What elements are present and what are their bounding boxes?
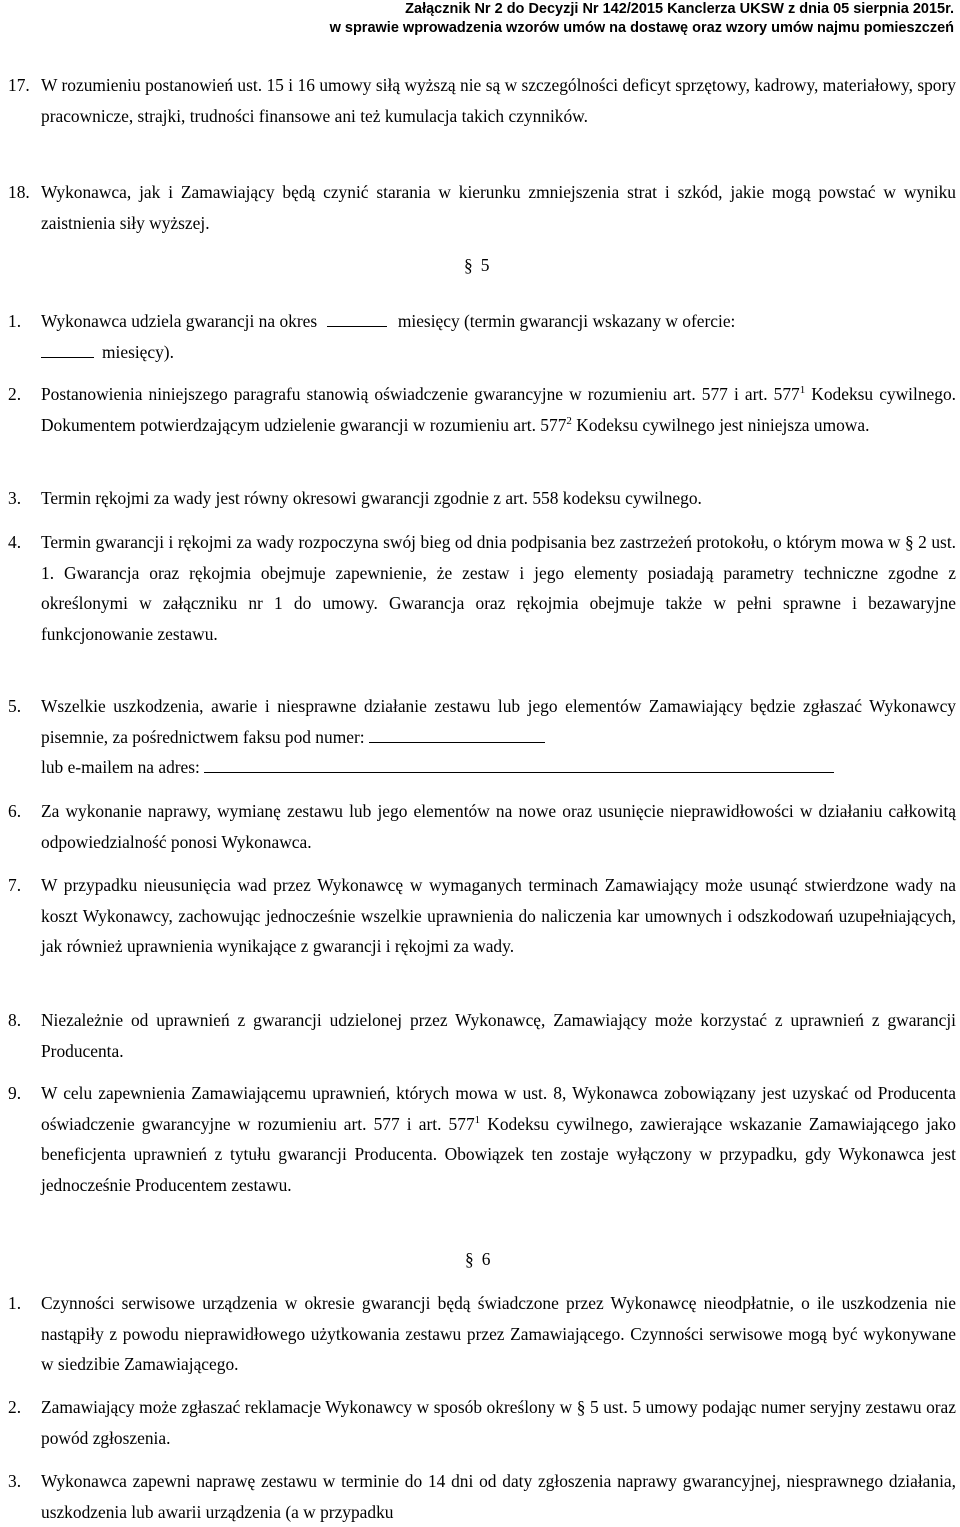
paragraph-number: 3.	[8, 488, 22, 508]
superscript: 1	[474, 1113, 481, 1126]
s5-paragraph-8	[0, 1005, 960, 1066]
paragraph-number: 17.	[8, 75, 30, 95]
paragraph-18	[0, 177, 960, 238]
warranty-text-a: Wykonawca udziela gwarancji na okres	[41, 311, 318, 331]
fax-number-blank	[369, 728, 545, 743]
warranty-text-c: miesięcy).	[102, 341, 174, 362]
text-part-b: Kodeksu cywilnego, zawierające wskazanie Zamawiającego jako beneficjenta uprawnień z tytułu gwarancji Producenta. Obowiązek ten zostaje wyłączony w przypadku, gdy Wykonawca jest jednocześnie Producentem zestawu.	[41, 1113, 957, 1195]
text-part-b: Kodeksu cywilnego. Dokumentem potwierdzającym udzielenie gwarancji w rozumieniu art. 577	[41, 384, 957, 435]
s6-paragraph-1	[0, 1288, 960, 1380]
offer-months-blank	[41, 343, 94, 358]
text-part-b: 5 ust. 5 umowy podając numer seryjny zestawu oraz powód zgłoszenia.	[41, 1397, 956, 1448]
paragraph-text	[41, 379, 956, 440]
section-symbol: §	[464, 255, 473, 275]
s5-paragraph-6	[0, 796, 960, 857]
section-symbol: §	[465, 1249, 474, 1269]
text-part-a: Termin gwarancji i rękojmi za wady rozpoczyna swój bieg od dnia podpisania bez zastrzeżeń protokołu, o którym mowa w	[41, 532, 901, 552]
text-part-a: Zamawiający może zgłaszać reklamacje Wykonawcy w sposób określony w	[41, 1397, 573, 1417]
s6-paragraph-3	[0, 1466, 960, 1527]
page-header	[330, 0, 954, 38]
warranty-text-b: miesięcy (termin gwarancji wskazany w ofercie:	[397, 311, 736, 331]
section-number: 6	[481, 1249, 491, 1269]
paragraph-number: 2.	[8, 1397, 22, 1417]
paragraph-text	[41, 1078, 956, 1200]
text-part-b: lub e-mailem na adres:	[41, 757, 200, 777]
paragraph-number: 2.	[8, 384, 22, 404]
text-part-a: Postanowienia niniejszego paragrafu stanowią oświadczenie gwarancyjne w rozumieniu art. 577 i art. 577	[41, 384, 800, 404]
paragraph-number: 1.	[8, 311, 22, 331]
paragraph-number: 7.	[8, 875, 22, 895]
paragraph-number: 18.	[8, 182, 30, 202]
s5-paragraph-1	[0, 306, 960, 367]
paragraph-text	[41, 306, 956, 367]
paragraph-number: 4.	[8, 532, 22, 552]
paragraph-number: 5.	[8, 696, 22, 716]
paragraph-text: Wykonawca zapewni naprawę zestawu w terminie do 14 dni od daty zgłoszenia naprawy gwarancyjnej, niesprawnego działania, uszkodzenia lub awarii urządzenia (a w przypadku	[41, 1471, 956, 1522]
s5-paragraph-9	[0, 1078, 960, 1200]
paragraph-text: W przypadku nieusunięcia wad przez Wykonawcę w wymaganych terminach Zamawiający może usunąć stwierdzone wady na koszt Wykonawcy, zachowując jednocześnie wszelkie uprawnienia do naliczenia kar umownych i odszkodowań uzupełniających, jak również uprawnienia wynikające z gwarancji i rękojmi za wady.	[41, 875, 956, 956]
section-symbol: §	[904, 532, 914, 552]
text-part-a: W celu zapewnienia Zamawiającemu uprawnień, których mowa w ust. 8, Wykonawca zobowiązany jest uzyskać od Producenta oświadczenie gwarancyjne w rozumieniu art. 577 i art. 577	[41, 1083, 956, 1134]
superscript: 2	[566, 414, 572, 427]
paragraph-text: Czynności serwisowe urządzenia w okresie gwarancji będą świadczone przez Wykonawcę nieodpłatnie, o ile uszkodzenia nie nastąpiły z powodu nieprawidłowego użytkowania zestawu przez Zamawiającego. Czynności serwisowe mogą być wykonywane w siedzibie Zamawiającego.	[41, 1293, 956, 1374]
section-heading-5	[464, 253, 489, 277]
paragraph-text: Wykonawca, jak i Zamawiający będą czynić starania w kierunku zmniejszenia strat i szkód, jakie mogą powstać w wyniku zaistnienia siły wyższej.	[41, 182, 956, 233]
paragraph-text: Za wykonanie naprawy, wymianę zestawu lub jego elementów na nowe oraz usunięcie nieprawidłowości w działaniu całkowitą odpowiedzialność ponosi Wykonawca.	[41, 801, 956, 852]
paragraph-number: 1.	[8, 1293, 22, 1313]
text-part-b: 2 ust. 1. Gwarancja oraz rękojmia obejmuje zapewnienie, że zestaw i jego elementy posiadają parametry techniczne zgodne z określonymi w załączniku nr 1 do umowy. Gwarancja oraz rękojmia obejmuje także w pełni sprawne i bezawaryjne funkcjonowanie zestawu.	[41, 532, 956, 644]
s5-paragraph-2	[0, 379, 960, 440]
email-address-blank	[204, 758, 834, 773]
section-number: 5	[480, 255, 490, 275]
s5-paragraph-4	[0, 527, 960, 649]
paragraph-text	[41, 527, 956, 649]
paragraph-text: Termin rękojmi za wady jest równy okresowi gwarancji zgodnie z art. 558 kodeksu cywilnego.	[41, 488, 702, 508]
paragraph-17	[0, 70, 960, 131]
header-line-1: Załącznik Nr 2 do Decyzji Nr 142/2015 Kanclerza UKSW z dnia 05 sierpnia 2015r.	[405, 1, 954, 17]
superscript: 1	[799, 384, 806, 396]
section-symbol: §	[576, 1397, 586, 1417]
s5-paragraph-3	[0, 483, 960, 514]
s6-paragraph-2	[0, 1392, 960, 1453]
section-heading-6	[465, 1247, 490, 1271]
paragraph-number: 3.	[8, 1471, 22, 1491]
s5-paragraph-7	[0, 870, 960, 962]
paragraph-text: Niezależnie od uprawnień z gwarancji udzielonej przez Wykonawcę, Zamawiający może korzystać z uprawnień z gwarancji Producenta.	[41, 1010, 956, 1061]
paragraph-text: W rozumieniu postanowień ust. 15 i 16 umowy siłą wyższą nie są w szczególności deficyt sprzętowy, kadrowy, materiałowy, spory pracownicze, strajki, trudności finansowe ani też kumulacja takich czynników.	[41, 75, 956, 126]
text-part-a: Wszelkie uszkodzenia, awarie i niesprawne działanie zestawu lub jego elementów Zamawiający będzie zgłaszać Wykonawcy pisemnie, za pośrednictwem faksu pod numer:	[41, 696, 956, 747]
paragraph-number: 9.	[8, 1083, 22, 1103]
s5-paragraph-5	[0, 691, 960, 783]
warranty-months-blank	[327, 312, 387, 327]
text-part-c: Kodeksu cywilnego jest niniejsza umowa.	[571, 414, 870, 435]
paragraph-number: 6.	[8, 801, 22, 821]
paragraph-text	[41, 691, 956, 783]
header-line-2: w sprawie wprowadzenia wzorów umów na dostawę oraz wzory umów najmu pomieszczeń	[329, 20, 954, 36]
paragraph-text	[41, 1392, 956, 1453]
paragraph-number: 8.	[8, 1010, 22, 1030]
